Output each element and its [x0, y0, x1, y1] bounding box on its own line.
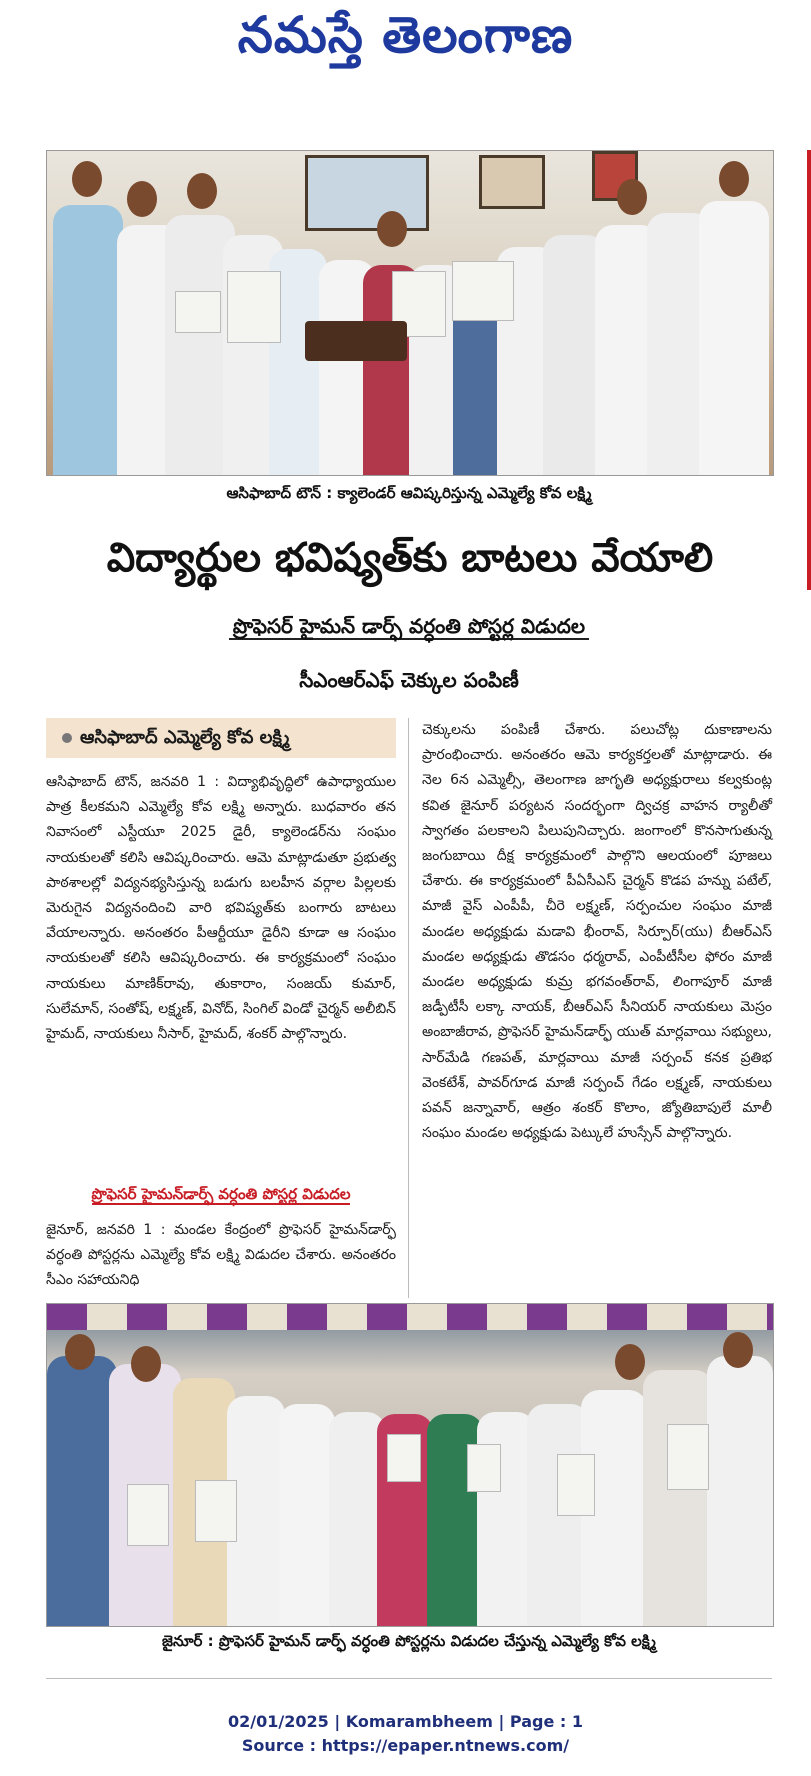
calendar-poster — [175, 291, 221, 333]
person — [643, 1370, 713, 1626]
person — [53, 205, 123, 475]
subhead-1-text: ప్రొఫెసర్ హైమన్ డార్ఫ్ వర్ధంతి పోస్టర్ల విడుదల — [229, 614, 589, 640]
top-photo-caption: ఆసిఫాబాద్ టౌన్ : క్యాలెండర్ ఆవిష్కరిస్తున్న ఎమ్మెల్యే కోవ లక్ష్మి — [226, 484, 592, 502]
person — [47, 1356, 117, 1626]
poster-sheet — [127, 1484, 169, 1546]
section-heading-text: ప్రొఫెసర్ హైమన్‌డార్ఫ్ వర్ధంతి పోస్టర్ల విడుదల — [91, 1185, 351, 1203]
left-column-paragraph-2: జైనూర్, జనవరి 1 : మండల కేంద్రంలో ప్రొఫెసర్ హైమన్‌డార్ఫ్ వర్ధంతి పోస్టర్లను ఎమ్మెల్యే కోవ లక్ష్మి విడుదల చేశారు. అనంతరం సీఎం సహాయనిధి — [46, 1222, 396, 1289]
left-column-paragraph: ఆసిఫాబాద్ టౌన్, జనవరి 1 : విద్యాభివృద్ధిలో ఉపాధ్యాయుల పాత్ర కీలకమని ఎమ్మెల్యే కోవ లక్ష్మి అన్నారు. బుధవారం తన నివాసంలో ఎస్టీయూ 2025 డైరీ, క్యాలెండర్‌ను సంఘం నాయకులతో కలిసి ఆవిష్కరించారు. ఆమె మాట్లాడుతూ ప్రభుత్వ పాఠశాలల్లో విద్యనభ్యసిస్తున్న బడుగు బలహీన వర్గాల పిల్లలకు మెరుగైన విద్యనందించి వారి భవిష్యత్‌కు బంగారు బాటలు వేయాలన్నారు. అనంతరం పీఆర్టీయూ డైరీని కూడా ఆ సంఘం నాయకులతో కలిసి ఆవిష్కరించారు. ఈ కార్యక్రమంలో సంఘం నాయకులు మాణిక్‌రావు, తుకారాం, సంజయ్ కుమార్, సులేమాన్, సంతోష్, లక్ష్మణ్, వినోద్, సింగిల్ విండో చైర్మన్ అలీబిన్ హైమద్, నాయకులు నీసార్, హైమద్, శంకర్ పాల్గొన్నారు. — [46, 774, 396, 1043]
footer-source: Source : https://epaper.ntnews.com/ — [241, 1736, 570, 1755]
bullet-icon — [62, 733, 72, 743]
head — [127, 181, 157, 217]
wall-frame — [305, 155, 429, 231]
poster-sheet — [557, 1454, 595, 1516]
head — [377, 211, 407, 247]
person — [707, 1356, 773, 1626]
masthead-title: నమస్తే తెలంగాణ — [237, 6, 574, 64]
head — [719, 161, 749, 197]
footer-rule — [46, 1678, 772, 1679]
poster-sheet — [667, 1424, 709, 1490]
bottom-photo-caption: జైనూర్ : ప్రొఫెసర్ హైమన్ డార్ఫ్ వర్ధంతి పోస్టర్లను విడుదల చేస్తున్న ఎమ్మెల్యే కోవ లక్ష్మి — [162, 1632, 656, 1650]
person — [279, 1404, 335, 1626]
person — [699, 201, 769, 475]
headline: విద్యార్థుల భవిష్యత్‌కు బాటలు వేయాలి — [106, 535, 714, 581]
head — [65, 1334, 95, 1370]
coffee-table — [305, 321, 407, 361]
calendar-poster — [452, 261, 514, 321]
subhead-2: సీఎంఆర్‌ఎఫ్ చెక్కుల పంపిణీ — [299, 668, 519, 692]
byline-box — [46, 718, 396, 758]
shop-awning — [47, 1304, 773, 1330]
poster-sheet — [195, 1480, 237, 1542]
masthead — [0, 0, 811, 70]
head — [615, 1344, 645, 1380]
subhead-1 — [46, 614, 772, 643]
bottom-photo — [46, 1303, 774, 1627]
poster-sheet — [467, 1444, 501, 1492]
poster-sheet — [387, 1434, 421, 1482]
section-heading — [46, 1185, 396, 1207]
column-divider — [408, 718, 409, 1298]
edge-bar — [807, 150, 811, 590]
top-photo — [46, 150, 774, 476]
head — [187, 173, 217, 209]
right-column-paragraph: చెక్కులను పంపిణీ చేశారు. పలుచోట్ల దుకాణాలను ప్రారంభించారు. అనంతరం ఆమె కార్యకర్తలతో మాట్లాడారు. ఈ నెల 6న ఎమ్మెల్సీ, తెలంగాణ జాగృతి అధ్యక్షురాలు కల్వకుంట్ల కవిత జైనూర్ పర్యటన సందర్భంగా ద్విచక్ర వాహన ర్యాలీతో స్వాగతం పలకాలని పిలుపునిచ్చారు. జంగాంలో కొనసాగుతున్న జంగుబాయి దీక్ష కార్యక్రమంలో పాల్గొని ఆలయంలో పూజలు చేశారు. ఈ కార్యక్రమంలో పీఏసీఎస్ చైర్మన్ కొడప హన్ను పటేల్, మాజీ వైస్ ఎంపీపీ, చీరె లక్ష్మణ్, సర్పంచుల సంఘం మాజీ మండల అధ్యక్షుడు మడావి భీంరావ్, సిర్పూర్(యు) బీఆర్ఎస్ మండల అధ్యక్షుడు తొడసం ధర్మరావ్, ఎంపీటీసీల ఫోరం మాజీ మండల అధ్యక్షుడు కుమ్ర భగవంత్‌రావ్, లింగాపూర్ మాజీ జడ్పీటీసీ లక్కా నాయక్, బీఆర్ఎస్ సీనియర్ నాయకులు మెస్రం అంబాజీరావ, ప్రొఫెసర్ హైమన్‌డార్ఫ్ యుత్ మార్లవాయి సభ్యులు, సార్‌మేడి గణపత్, మార్లవాయి మాజీ సర్పంచ్ కనక ప్రతిభ వెంకటేశ్, పావర్‌గూడ మాజీ సర్పంచ్ గేడం లక్ష్మణ్, నాయకులు పవన్ జన్నావార్, ఆత్రం శంకర్ కొలాం, జ్యోతిబాపులే మాలీ సంఘం మండల అధ్యక్షుడు పెట్కులే హుస్సేన్ పాల్గొన్నారు. — [422, 722, 772, 1142]
footer-edition: 02/01/2025 | Komarambheem | Page : 1 — [228, 1712, 583, 1731]
head — [723, 1332, 753, 1368]
head — [72, 161, 102, 197]
byline-text: ఆసిఫాబాద్ ఎమ్మెల్యే కోవ లక్ష్మి — [80, 727, 290, 748]
head — [617, 179, 647, 215]
wall-frame — [479, 155, 545, 209]
calendar-poster — [227, 271, 281, 343]
head — [131, 1346, 161, 1382]
